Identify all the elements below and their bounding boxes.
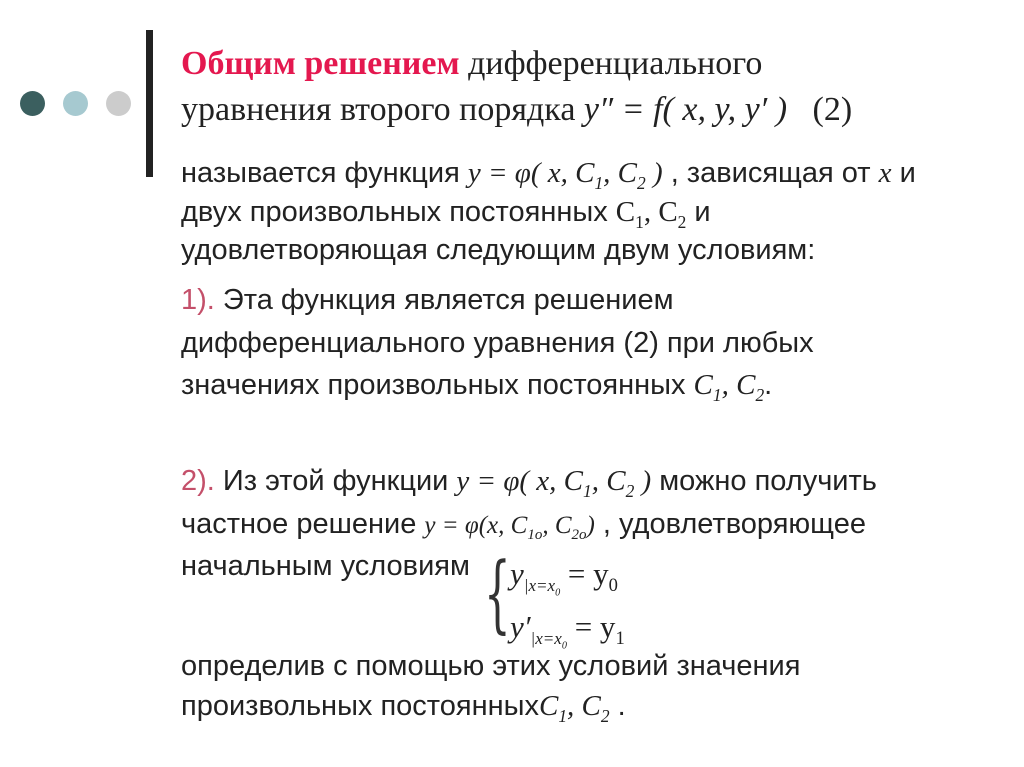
vertical-divider (146, 30, 153, 177)
final-line1: определив с помощью этих условий значения (181, 650, 801, 682)
intro-line2: двух произвольных постоянных $C_1$, $C_2$ и (181, 196, 711, 232)
cond1-line3: значениях произвольных постоянных $C_1$, $C_2$. (181, 369, 773, 405)
cond2-line2: частное решение y = φ(x, $C_{1o}$, $C_{2o}$) , удовлетворяющее (181, 508, 866, 543)
cond2-function: y = φ( x, $C_1$, $C_2$ ) (456, 465, 652, 501)
cond1-constants: $C_1$, $C_2$ (693, 369, 765, 405)
intro-function: y = φ( x, $C_1$, $C_2$ ) (467, 157, 663, 193)
slide-decoration-dots (20, 91, 135, 117)
title-line2: уравнения второго порядка (181, 91, 584, 128)
slide-title-line2 (181, 88, 852, 132)
intro-line1: называется функция y = φ( x, $C_1$, $C_2$ ) , зависящая от x и (181, 157, 916, 193)
cond1-line1: 1). Эта функция является решением (181, 284, 674, 316)
title-equation: y″ = f( x, y, y′ ) (583, 91, 788, 128)
title-rest: дифференциального (459, 45, 763, 82)
title-label: (2) (812, 91, 853, 128)
cond1-line2: дифференциального уравнения (2) при любых (181, 327, 814, 359)
dot-gray (106, 91, 131, 116)
intro-constants: $C_1$, $C_2$ (615, 196, 687, 232)
slide-title (181, 42, 762, 86)
final-line2: произвольных постоянныхC$_1$, $C_2$ . (181, 690, 626, 726)
dot-dark (20, 91, 45, 116)
cond2-particular-solution: y = φ(x, $C_{1o}$, $C_{2o}$) (424, 512, 595, 543)
initial-condition-1: $y_{|x=x_0} = y_0$ (510, 556, 618, 599)
title-bold: Общим решением (181, 45, 460, 82)
cond2-number: 2). (181, 465, 215, 497)
cond2-line3: начальным условиям (181, 550, 470, 582)
system-brace: { (484, 544, 511, 642)
intro-line3: удовлетворяющая следующим двум условиям: (181, 234, 816, 266)
initial-condition-2: $y'_{|x=x_0} = y_1$ (510, 609, 625, 652)
cond1-number: 1). (181, 284, 215, 316)
final-constants: $C_1$, $C_2$ (538, 690, 610, 726)
cond2-line1: 2). Из этой функции y = φ( x, $C_1$, $C_2$ ) можно получить (181, 465, 877, 501)
dot-light-blue (63, 91, 88, 116)
